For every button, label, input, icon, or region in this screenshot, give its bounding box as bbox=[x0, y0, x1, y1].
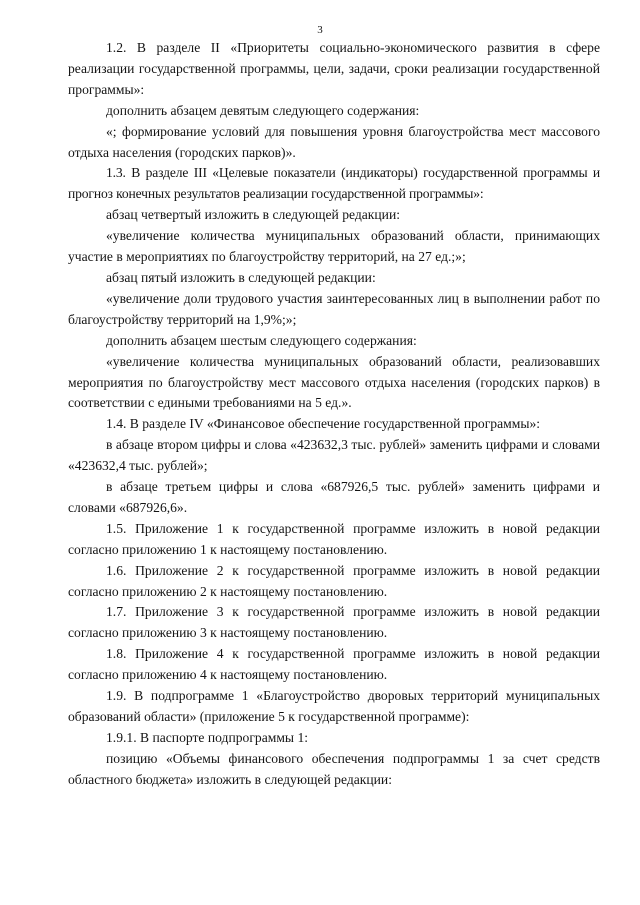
paragraph-amendment: в абзаце третьем цифры и слова «687926,5 тыс. рублей» заменить цифрами и словами «687926,6». bbox=[68, 479, 600, 515]
paragraph-1-6: 1.6. Приложение 2 к государственной программе изложить в новой редакции согласно приложению 2 к настоящему постановлению. bbox=[68, 562, 600, 599]
page-number: 3 bbox=[317, 24, 323, 36]
paragraph-1-4-heading: 1.4. В разделе IV «Финансовое обеспечение государственной программы»: bbox=[106, 416, 541, 432]
paragraph-instruction: абзац пятый изложить в следующей редакции: bbox=[106, 269, 376, 285]
paragraph-quote: «увеличение количества муниципальных образований области, реализовавших мероприятия по благоустройству мест массового отдыха населения (городских парков) в соответствии с едиными требованиями на 5 ед.». bbox=[68, 353, 600, 411]
paragraph-1-8: 1.8. Приложение 4 к государственной программе изложить в новой редакции согласно приложению 4 к настоящему постановлению. bbox=[68, 646, 600, 683]
paragraph-1-2-heading: 1.2. В разделе II «Приоритеты социально-экономического развития в сфере реализации государственной программы, цели, задачи, сроки реализации государственной программы»: bbox=[68, 40, 600, 97]
paragraph-quote: «увеличение доли трудового участия заинтересованных лиц в выполнении работ по благоустройству территорий на 1,9%;»; bbox=[68, 290, 600, 327]
paragraph-1-5: 1.5. Приложение 1 к государственной программе изложить в новой редакции согласно приложению 1 к настоящему постановлению. bbox=[68, 520, 600, 557]
paragraph-1-7: 1.7. Приложение 3 к государственной программе изложить в новой редакции согласно приложению 3 к настоящему постановлению. bbox=[68, 604, 600, 641]
paragraph-instruction: дополнить абзацем шестым следующего содержания: bbox=[106, 332, 417, 348]
paragraph-quote: «; формирование условий для повышения уровня благоустройства мест массового отдыха населения (городских парков)». bbox=[68, 123, 600, 160]
paragraph-position: позицию «Объемы финансового обеспечения подпрограммы 1 за счет средств областного бюджета» изложить в следующей редакции: bbox=[68, 750, 600, 787]
paragraph-amendment: в абзаце втором цифры и слова «423632,3 тыс. рублей» заменить цифрами и словами «423632,4 тыс. рублей»; bbox=[68, 437, 600, 474]
paragraph-1-9: 1.9. В подпрограмме 1 «Благоустройство дворовых территорий муниципальных образований области» (приложение 5 к государственной программе): bbox=[68, 688, 600, 724]
paragraph-instruction: дополнить абзацем девятым следующего содержания: bbox=[106, 102, 420, 118]
paragraph-quote: «увеличение количества муниципальных образований области, принимающих участие в мероприятиях по благоустройству территорий, на 27 ед.;»; bbox=[68, 228, 600, 265]
paragraph-1-3-heading: 1.3. В разделе III «Целевые показатели (индикаторы) государственной программы и прогноз конечных результатов реализации государственной программы»: bbox=[68, 165, 600, 202]
paragraph-instruction: абзац четвертый изложить в следующей редакции: bbox=[106, 207, 401, 223]
document-body bbox=[68, 38, 600, 791]
paragraph-1-9-1: 1.9.1. В паспорте подпрограммы 1: bbox=[106, 729, 309, 745]
